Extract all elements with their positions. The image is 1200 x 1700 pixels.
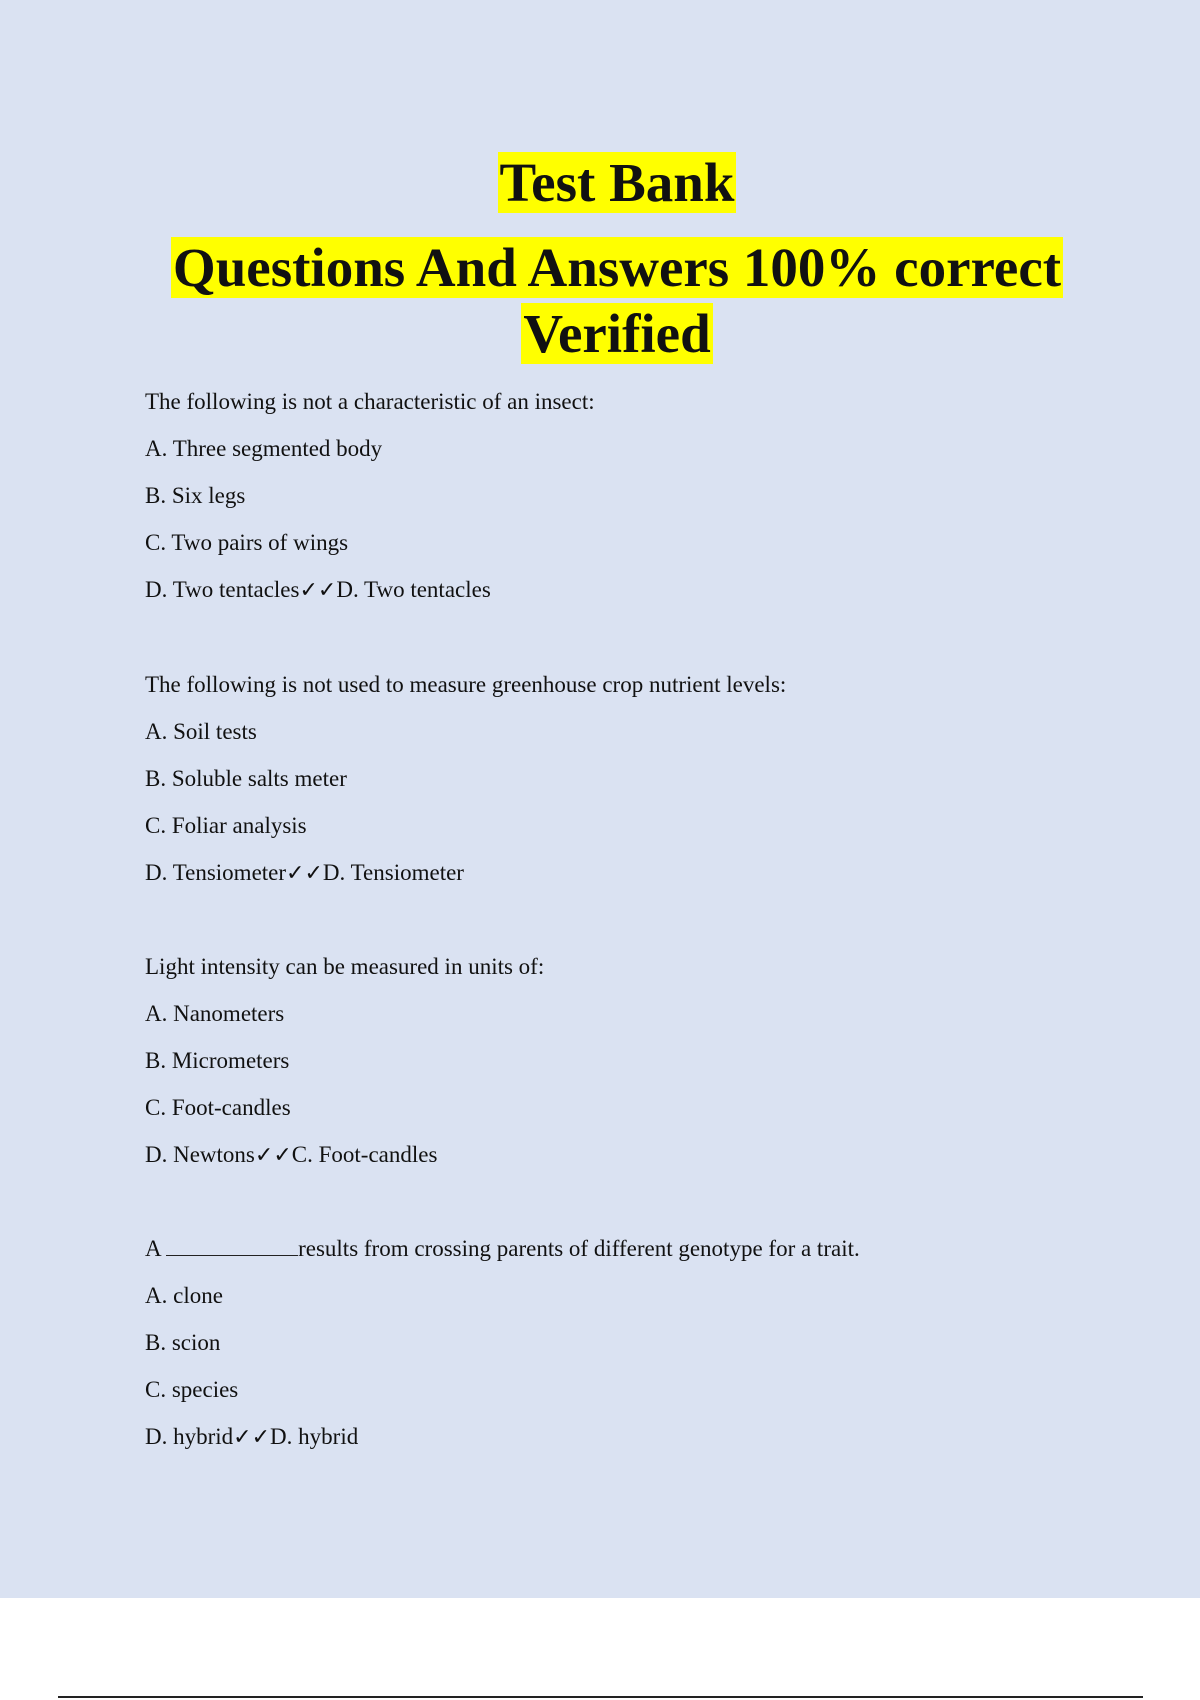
option-d-with-answer [145, 1423, 1145, 1452]
document-title [0, 150, 1200, 367]
option-d: D. Two tentacles [145, 577, 300, 602]
question-2 [145, 671, 1145, 888]
answer: D. Tensiometer [322, 860, 464, 885]
option-d: D. hybrid [145, 1424, 234, 1449]
answer: D. Two tentacles [336, 577, 491, 602]
option-c: C. species [145, 1377, 239, 1402]
question-text: Light intensity can be measured in units of: [145, 954, 545, 979]
question-1 [145, 388, 1145, 605]
question-text-after: results from crossing parents of different genotype for a trait. [298, 1236, 860, 1261]
option-a: A. clone [145, 1283, 223, 1308]
option-b: B. scion [145, 1330, 221, 1355]
question-text [145, 1235, 1145, 1282]
question-3 [145, 953, 1145, 1170]
option-c: C. Foliar analysis [145, 813, 307, 838]
question-4 [145, 1235, 1145, 1452]
checkmark-icon: ✓✓ [286, 861, 323, 886]
option-d-with-answer [145, 1141, 1145, 1170]
checkmark-icon: ✓✓ [254, 1143, 292, 1168]
option-d-with-answer [145, 859, 1145, 888]
option-b: B. Soluble salts meter [145, 766, 347, 791]
title-line-1: Test Bank [499, 152, 735, 213]
title-line-2: Questions And Answers 100% correct [172, 237, 1062, 298]
answer: C. Foot-candles [291, 1142, 438, 1167]
option-a: A. Nanometers [145, 1001, 285, 1026]
question-text: The following is not used to measure greenhouse crop nutrient levels: [145, 672, 787, 697]
option-d-with-answer [145, 576, 1145, 605]
title-line-3: Verified [523, 303, 711, 364]
option-a: A. Soil tests [145, 719, 257, 744]
footer-divider [58, 1696, 1143, 1698]
checkmark-icon: ✓✓ [233, 1425, 271, 1450]
question-text: The following is not a characteristic of an insect: [145, 389, 595, 414]
answer: D. hybrid [270, 1424, 359, 1449]
option-d: D. Newtons [145, 1142, 255, 1167]
checkmark-icon: ✓✓ [299, 578, 337, 603]
fill-in-blank [166, 1235, 298, 1256]
question-text-before: A [145, 1236, 167, 1261]
option-b: B. Micrometers [145, 1048, 290, 1073]
option-d: D. Tensiometer [145, 860, 287, 885]
option-c: C. Foot-candles [145, 1095, 291, 1120]
option-a: A. Three segmented body [145, 436, 383, 461]
option-c: C. Two pairs of wings [145, 530, 349, 555]
option-b: B. Six legs [145, 483, 246, 508]
